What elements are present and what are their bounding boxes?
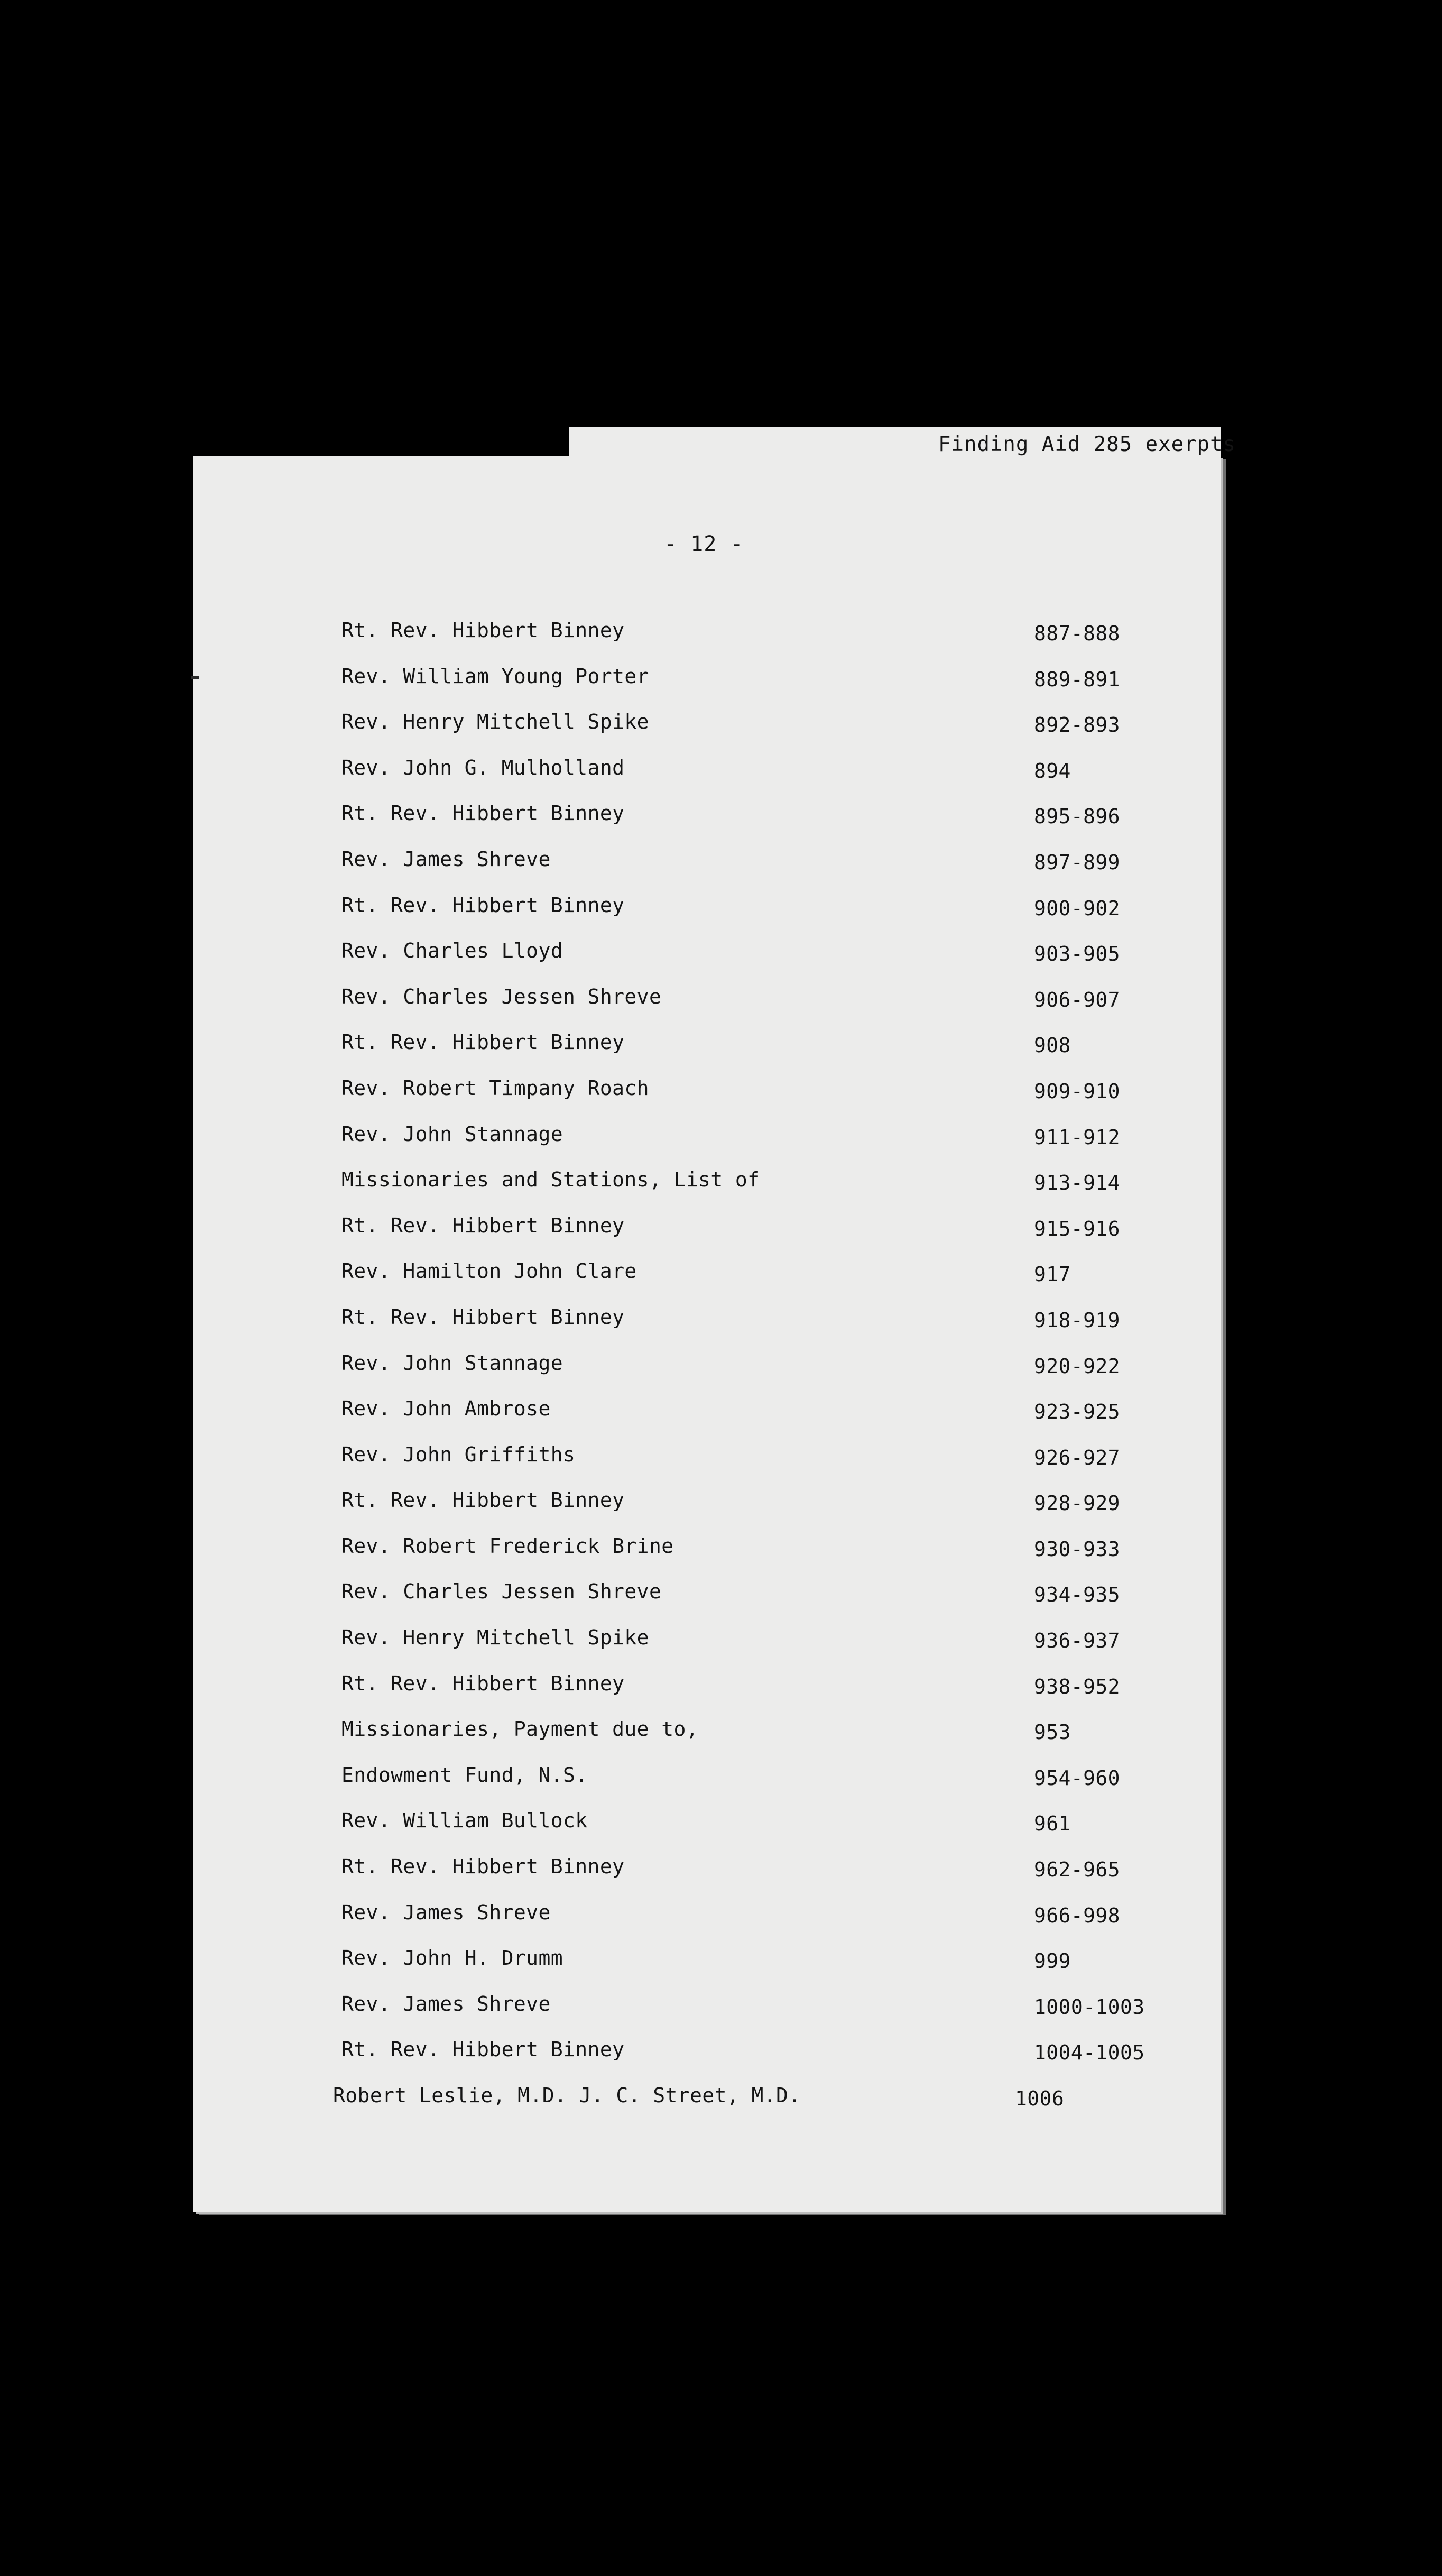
page-number: - 12 - (664, 532, 744, 556)
entry-name: Missionaries and Stations, List of (341, 1168, 760, 1192)
entry-page-range: 900-902 (1034, 896, 1120, 920)
entry-page-range: 999 (1034, 1949, 1071, 1973)
entry-page-range: 913-914 (1034, 1171, 1120, 1195)
entry-page-range: 906-907 (1034, 988, 1120, 1011)
entry-page-range: 897-899 (1034, 850, 1120, 874)
list-item (328, 619, 1152, 665)
list-item (328, 1077, 1152, 1123)
list-item (328, 1534, 1152, 1580)
entry-name: Rt. Rev. Hibbert Binney (341, 1855, 625, 1879)
entry-name: Rev. John Stannage (341, 1351, 563, 1375)
entry-name: Rev. Robert Timpany Roach (341, 1076, 649, 1100)
entry-page-range: 908 (1034, 1034, 1071, 1057)
entry-page-range: 895-896 (1034, 805, 1120, 829)
entry-page-range: 936-937 (1034, 1629, 1120, 1653)
list-item (328, 1580, 1152, 1626)
entry-page-range: 889-891 (1034, 667, 1120, 691)
list-item (328, 1397, 1152, 1443)
edge-mark (191, 676, 199, 679)
list-item (328, 1351, 1152, 1397)
entry-name: Rev. Charles Jessen Shreve (341, 1580, 662, 1604)
list-item (328, 1259, 1152, 1305)
entry-name: Rev. William Bullock (341, 1809, 588, 1833)
list-item (328, 756, 1152, 802)
entry-page-range: 954-960 (1034, 1766, 1120, 1790)
list-item (328, 1946, 1152, 1992)
list-item (328, 939, 1152, 985)
list-item (328, 710, 1152, 756)
list-item (328, 665, 1152, 711)
entry-page-range: 1000-1003 (1034, 1995, 1145, 2019)
list-item (328, 894, 1152, 940)
entry-page-range: 934-935 (1034, 1583, 1120, 1607)
entry-name: Rev. John Griffiths (341, 1442, 576, 1466)
entry-page-range: 917 (1034, 1263, 1071, 1286)
entry-name: Rev. James Shreve (341, 847, 551, 871)
entry-page-range: 909-910 (1034, 1079, 1120, 1103)
entry-name: Rt. Rev. Hibbert Binney (341, 1213, 625, 1237)
list-item (328, 848, 1152, 894)
list-item (328, 2084, 1152, 2130)
entry-name: Rev. William Young Porter (341, 664, 649, 688)
entry-name: Rev. John H. Drumm (341, 1946, 563, 1970)
list-item (328, 1901, 1152, 1947)
entry-name: Rev. John G. Mulholland (341, 756, 625, 779)
entry-page-range: 915-916 (1034, 1217, 1120, 1240)
list-item (328, 1031, 1152, 1077)
entry-name: Rev. James Shreve (341, 1900, 551, 1924)
entry-name: Rev. Charles Lloyd (341, 939, 563, 963)
finding-aid-label: Finding Aid 285 exerpts (938, 433, 1236, 456)
list-item (328, 1672, 1152, 1718)
entry-page-range: 966-998 (1034, 1903, 1120, 1927)
entry-name: Rt. Rev. Hibbert Binney (341, 2038, 625, 2062)
list-item (328, 1214, 1152, 1260)
list-item (328, 1855, 1152, 1901)
entry-name: Endowment Fund, N.S. (341, 1763, 588, 1787)
entry-page-range: 930-933 (1034, 1537, 1120, 1561)
entry-page-range: 923-925 (1034, 1400, 1120, 1424)
entry-name: Rt. Rev. Hibbert Binney (341, 619, 625, 642)
list-item (328, 1168, 1152, 1214)
entry-name: Rev. Robert Frederick Brine (341, 1534, 674, 1558)
entry-name: Rev. James Shreve (341, 1992, 551, 2016)
entry-name: Rev. Hamilton John Clare (341, 1259, 637, 1283)
entry-name: Rt. Rev. Hibbert Binney (341, 893, 625, 917)
list-item (328, 1626, 1152, 1672)
entry-name: Rev. Henry Mitchell Spike (341, 710, 649, 734)
entry-page-range: 926-927 (1034, 1446, 1120, 1469)
entry-name: Rev. John Stannage (341, 1122, 563, 1146)
entry-page-range: 892-893 (1034, 713, 1120, 737)
list-item (328, 1488, 1152, 1534)
list-item (328, 2038, 1152, 2084)
entry-page-range: 953 (1034, 1721, 1071, 1744)
list-item (328, 1305, 1152, 1351)
entry-name: Rt. Rev. Hibbert Binney (341, 1031, 625, 1054)
entry-page-range: 928-929 (1034, 1492, 1120, 1515)
entry-page-range: 887-888 (1034, 622, 1120, 645)
entry-page-range: 894 (1034, 759, 1071, 783)
entry-name: Robert Leslie, M.D. J. C. Street, M.D. (333, 2084, 801, 2107)
list-item (328, 1992, 1152, 2038)
entry-page-range: 962-965 (1034, 1858, 1120, 1882)
list-item (328, 1809, 1152, 1855)
entry-page-range: 920-922 (1034, 1354, 1120, 1378)
entry-page-range: 903-905 (1034, 942, 1120, 966)
entry-page-range: 1006 (1015, 2087, 1065, 2110)
list-item (328, 1717, 1152, 1763)
list-item (328, 1123, 1152, 1169)
list-item (328, 1763, 1152, 1809)
entry-name: Rt. Rev. Hibbert Binney (341, 1671, 625, 1695)
list-item (328, 802, 1152, 848)
list-item (328, 985, 1152, 1031)
entry-name: Missionaries, Payment due to, (341, 1717, 699, 1741)
entry-page-range: 961 (1034, 1812, 1071, 1836)
index-list (328, 619, 1152, 2130)
entry-name: Rt. Rev. Hibbert Binney (341, 1488, 625, 1512)
entry-name: Rev. John Ambrose (341, 1397, 551, 1421)
entry-name: Rt. Rev. Hibbert Binney (341, 1305, 625, 1329)
entry-name: Rt. Rev. Hibbert Binney (341, 802, 625, 825)
entry-page-range: 918-919 (1034, 1308, 1120, 1332)
entry-name: Rev. Charles Jessen Shreve (341, 985, 662, 1008)
entry-page-range: 911-912 (1034, 1125, 1120, 1149)
list-item (328, 1443, 1152, 1489)
entry-name: Rev. Henry Mitchell Spike (341, 1626, 649, 1650)
entry-page-range: 938-952 (1034, 1675, 1120, 1698)
entry-page-range: 1004-1005 (1034, 2041, 1145, 2065)
